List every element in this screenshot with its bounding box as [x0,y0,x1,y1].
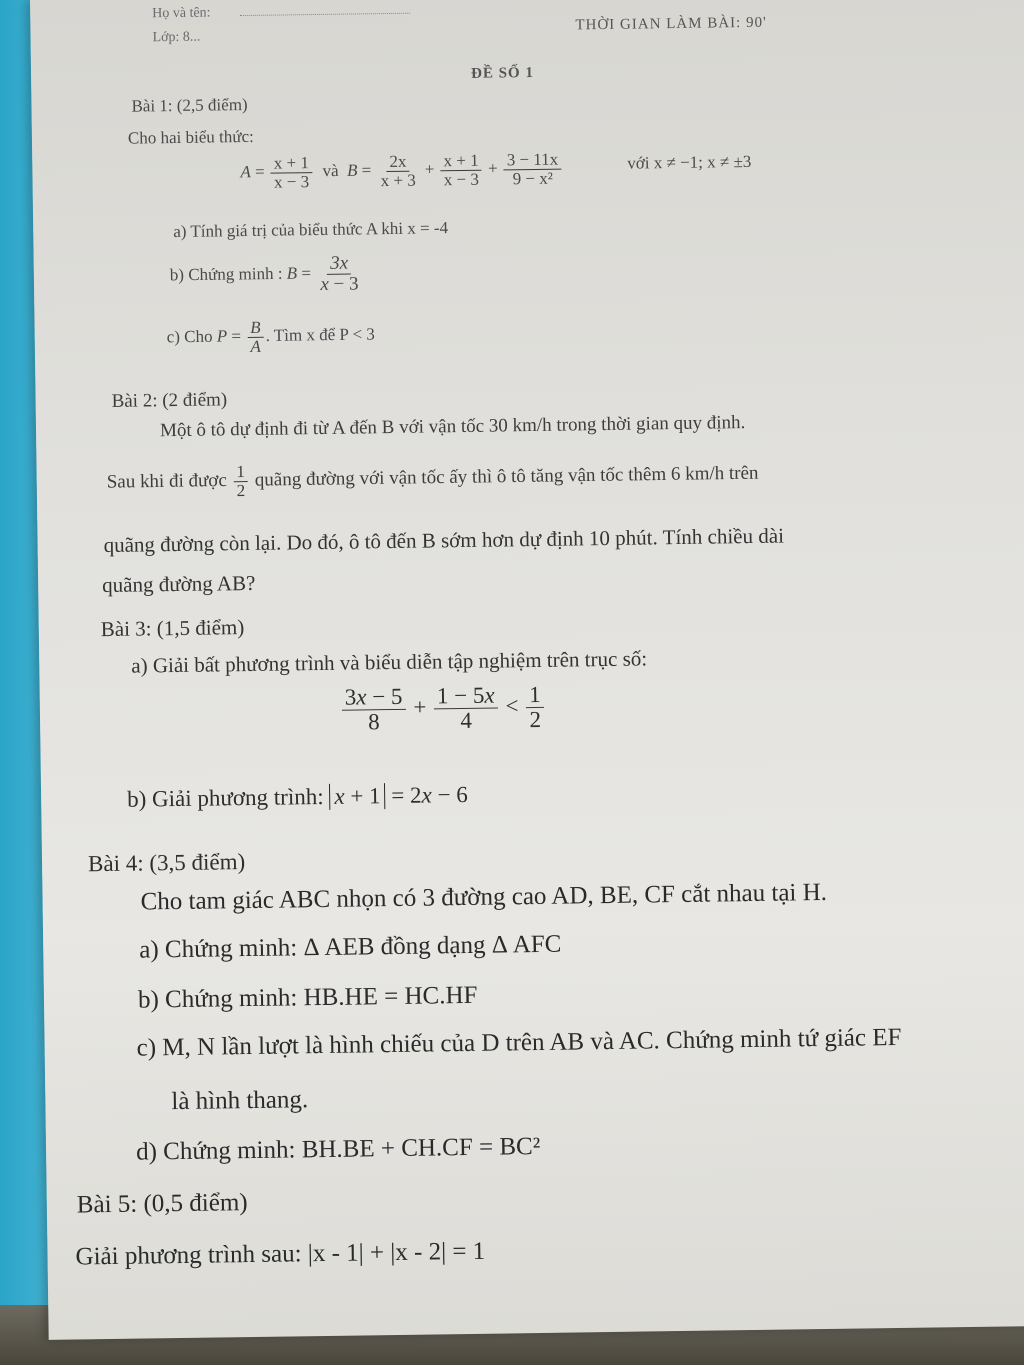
name-line [240,13,410,16]
bai1-expressions: A = $\frac{x + 1}{x - 3}$ và B = $\frac{2x}{x + 3}$ + $\frac{x + 1}{x - 3}$ + $\frac{3 - 11x}{\text{9 − x²}}$ [240,151,563,192]
bai4-part-b: b) Chứng minh: HB.HE = HC.HF [137,981,478,1014]
exam-title: ĐỀ SỐ 1 [470,64,535,82]
bai3-part-a: a) Giải bất phương trình và biểu diễn tập nghiệm trên trục số: [131,646,648,678]
bai3-heading: Bài 3: (1,5 điểm) [100,615,245,642]
subject-label [670,0,749,1]
bai2-line3: quãng đường còn lại. Do đó, ô tô đến B sớm hơn dự định 10 phút. Tính chiều dài [103,523,785,558]
time-label: THỜI GIAN LÀM BÀI: 90' [575,14,767,34]
bai1-condition: với x ≠ −1; x ≠ ±3 [627,151,752,173]
bai5-line: Giải phương trình sau: |x - 1| + |x - 2| = 1 [75,1237,486,1271]
bai1-intro: Cho hai biểu thức: [127,126,254,148]
bai3-inequality: $\frac{3x - 5}{8}$ + $\frac{1 - 5x}{4}$ < $\frac{1}{2}$ [340,683,547,735]
bai2-line4: quãng đường AB? [102,570,256,598]
bai1-part-b: b) Chứng minh : B = $\frac{3x}{x - 3}$ [169,252,359,295]
bai2-line1: Một ô tô dự định đi từ A đến B với vận tốc 30 km/h trong thời gian quy định. [159,412,746,442]
bai4-heading: Bài 4: (3,5 điểm) [87,849,246,877]
name-label: Họ và tên: [152,5,211,22]
bai5-heading: Bài 5: (0,5 điểm) [76,1189,248,1219]
bai2-line2: Sau khi đi được $\frac{1}{2}$ quãng đường với vận tốc ấy thì ô tô tăng vận tốc thêm 6 km/h trên [106,462,759,501]
exam-paper [30,0,1024,1340]
bai1-part-a: a) Tính giá trị của biểu thức A khi x = -4 [173,218,449,242]
bai2-heading: Bài 2: (2 điểm) [111,389,228,412]
bai4-part-c-line1: c) M, N lần lượt là hình chiếu của D trên AB và AC. Chứng minh tứ giác EF [136,1023,902,1062]
bai4-part-a: a) Chứng minh: Δ AEB đồng dạng Δ AFC [139,930,562,964]
bai1-part-c: c) Cho P = $\frac{B}{A}$ . Tìm x để P < 3 [166,317,375,356]
bai3-part-b: b) Giải phương trình: x + 1 = 2x − 6 [126,781,468,812]
class-label: Lớp: 8... [152,29,201,46]
bai4-part-c-line2: là hình thang. [171,1086,309,1116]
bai4-intro: Cho tam giác ABC nhọn có 3 đường cao AD, BE, CF cắt nhau tại H. [140,878,828,916]
bai1-heading: Bài 1: (2,5 điểm) [131,94,248,116]
bai4-part-d: d) Chứng minh: BH.BE + CH.CF = BC² [135,1132,541,1166]
